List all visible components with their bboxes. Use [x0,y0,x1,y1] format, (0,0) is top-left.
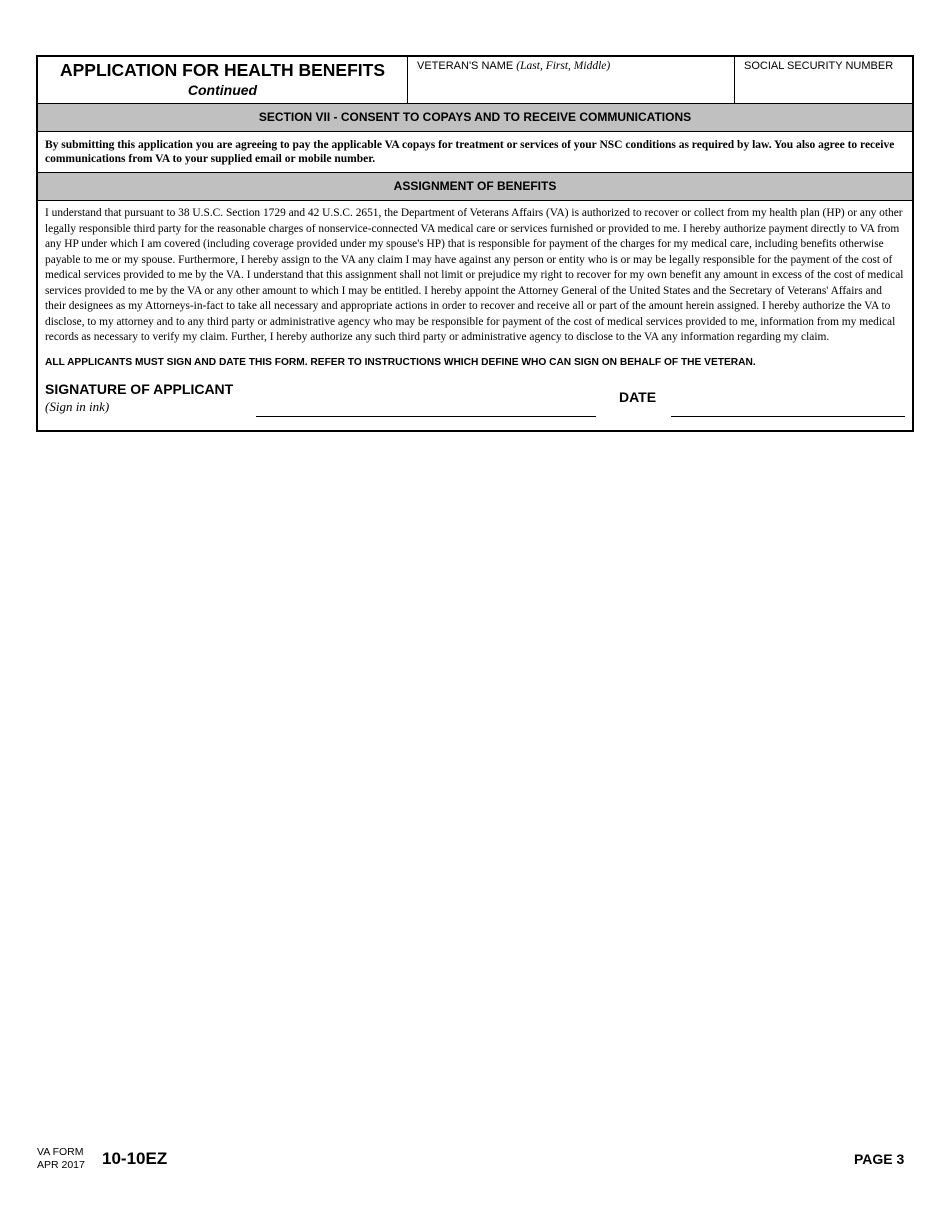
veteran-name-field[interactable] [408,57,735,103]
page-number: PAGE 3 [854,1151,905,1167]
form-subtitle: Continued [187,82,258,98]
form-title: APPLICATION FOR HEALTH BENEFITS [59,60,386,80]
date-field[interactable] [671,416,905,417]
all-sign-notice: ALL APPLICANTS MUST SIGN AND DATE THIS FORM. REFER TO INSTRUCTIONS WHICH DEFINE WHO CAN SIGN ON BEHALF OF THE VETERAN. [45,356,756,368]
section7-heading: SECTION VII - CONSENT TO COPAYS AND TO RECEIVE COMMUNICATIONS [38,104,912,132]
title-block [38,57,408,103]
ssn-field[interactable] [735,57,912,103]
assignment-heading: ASSIGNMENT OF BENEFITS [38,173,912,201]
veteran-name-label: VETERAN'S NAME [417,60,514,72]
signature-label: SIGNATURE OF APPLICANT [45,380,234,397]
ssn-label: SOCIAL SECURITY NUMBER [744,60,894,72]
consent-text: By submitting this application you are agreeing to pay the applicable VA copays for treatment or services of your NSC conditions as required by law. You also agree to receive communications from VA to your supplied email or mobile number. [38,132,912,173]
footer-form-info [37,1146,85,1172]
signature-hint: (Sign in ink) [45,398,110,414]
va-form-label: VA FORM [37,1146,84,1158]
form-number: 10-10EZ [102,1149,168,1168]
form-date: APR 2017 [37,1159,85,1171]
signature-field[interactable] [256,416,596,417]
signature-row [38,368,912,430]
assignment-text: I understand that pursuant to 38 U.S.C. Section 1729 and 42 U.S.C. 2651, the Department of Veterans Affairs (VA) is authorized to recover or collect from my health plan (HP) or any other legally responsible third party for the reasonable charges of nonservice-connected VA medical care or services furnished or provided to me. I hereby authorize payment directly to VA from any HP under which I am covered (including coverage provided under my spouse's HP) that is responsible for payment of the charges for my medical care, including benefits otherwise payable to me or my spouse. Furthermore, I hereby assign to the VA any claim I may have against any person or entity who is or may be legally responsible for the payment of the cost of medical services provided to me by the VA. I understand that this assignment shall not limit or prejudice my right to recover for my own benefit any amount in excess of the cost of medical services provided to me by the VA or any other amount to which I may be entitled. I hereby appoint the Attorney General of the United States and the Secretary of Veterans' Affairs and their designees as my Attorneys-in-fact to take all necessary and appropriate actions in order to recover and receive all or part of the amount herein assigned. I hereby authorize the VA to disclose, to my attorney and to any third party or administrative agency who may be responsible for payment of the cost of medical services provided to me, information from my medical records as necessary to verify my claim. Further, I hereby authorize any such third party or administrative agency to disclose to the VA any information regarding my claim. [45,207,904,343]
form-header [38,57,912,104]
date-label: DATE [619,388,657,405]
veteran-name-hint: (Last, First, Middle) [516,60,611,72]
health-benefits-form [36,55,914,432]
